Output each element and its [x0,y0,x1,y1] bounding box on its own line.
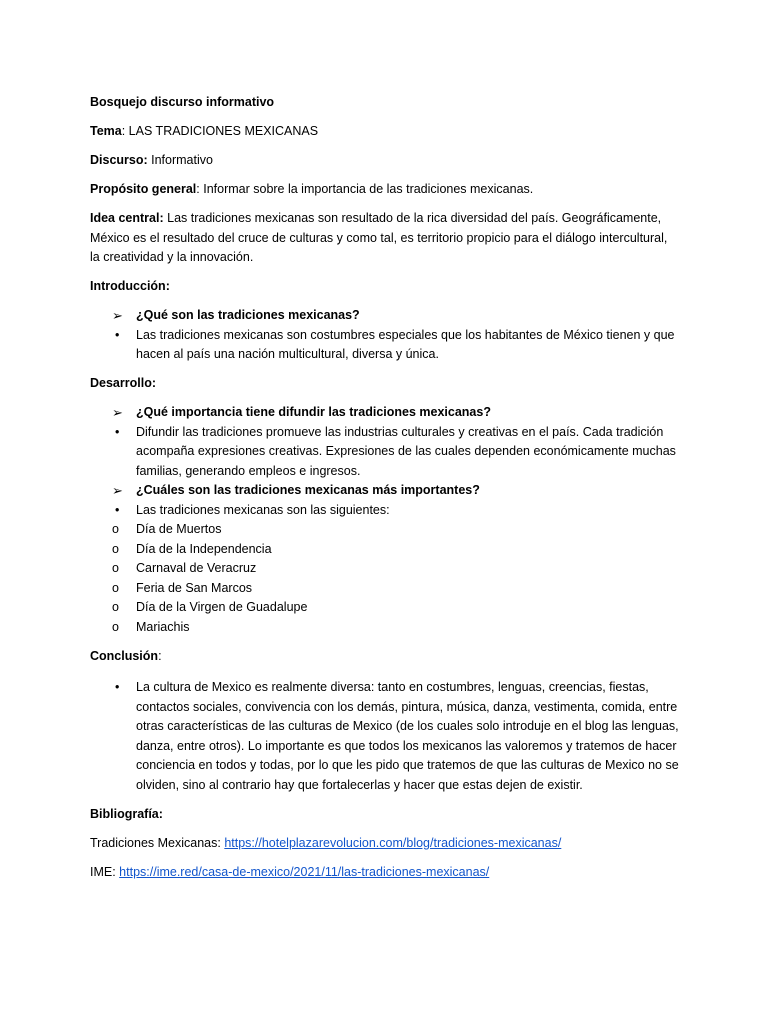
desarrollo-answer-2: Las tradiciones mexicanas son las siguientes: [136,502,390,517]
list-item [90,559,680,579]
tema-line [90,122,680,142]
introduccion-list [90,306,680,365]
circle-bullet-icon: o [112,522,119,536]
list-item [90,678,680,795]
discurso-value: Informativo [147,153,213,167]
list-item [90,501,680,521]
circle-bullet-icon: o [112,600,119,614]
discurso-label: Discurso: [90,153,148,167]
circle-bullet-icon: o [112,619,119,634]
tema-value: : LAS TRADICIONES MEXICANAS [121,124,319,138]
proposito-line [90,180,680,200]
bibliografia-ref-1 [90,834,680,854]
list-item [90,403,680,423]
bibliografia-heading: Bibliografía: [90,806,163,821]
circle-bullet-icon: o [112,561,119,575]
introduccion-answer: Las tradiciones mexicanas son costumbres especiales que los habitantes de México tienen y que hacen al país una nación multicultural, diversa y única. [136,327,675,361]
ref-2-label: IME: [90,864,120,879]
ref-2-link[interactable]: https://ime.red/casa-de-mexico/2021/11/las-tradiciones-mexicanas/ [119,864,490,879]
desarrollo-question-2: ¿Cuáles son las tradiciones mexicanas más importantes? [136,483,480,497]
tradicion-item: Día de la Independencia [136,541,272,556]
arrow-bullet-icon: ➢ [112,483,123,498]
list-item [90,520,680,540]
desarrollo-answer-1: Difundir las tradiciones promueve las industrias culturales y creativas en el país. Cada tradición acompaña expresiones creativas. Expresiones de las cuales dependen económicamente muchas familias, generando empleos e ingresos. [136,424,676,478]
desarrollo-list [90,403,680,520]
arrow-bullet-icon: ➢ [112,405,123,420]
list-item [90,540,680,560]
tema-label: Tema [90,124,122,138]
tradicion-item: Feria de San Marcos [136,580,253,595]
idea-central-label: Idea central: [90,211,164,225]
list-item [90,481,680,501]
discurso-line [90,151,680,171]
conclusion-list [90,678,680,795]
bullet-icon: • [115,680,120,694]
list-item [90,306,680,326]
idea-central-paragraph [90,209,680,268]
list-item [90,579,680,599]
bibliografia-ref-2 [90,863,680,883]
arrow-bullet-icon: ➢ [112,308,123,323]
conclusion-heading: Conclusión: [90,648,162,663]
list-item [90,326,680,365]
document-body [90,93,680,892]
list-item [90,618,680,638]
tradicion-item: Carnaval de Veracruz [136,561,257,575]
ref-1-link[interactable]: https://hotelplazarevolucion.com/blog/tradiciones-mexicanas/ [224,835,562,850]
tradiciones-list [90,520,680,637]
bullet-icon: • [115,424,120,439]
circle-bullet-icon: o [112,580,119,595]
proposito-label: Propósito general [90,182,197,196]
desarrollo-heading: Desarrollo: [90,376,156,390]
document-title: Bosquejo discurso informativo [90,95,275,109]
tradicion-item: Mariachis [136,619,190,634]
bullet-icon: • [115,327,120,342]
desarrollo-question-1: ¿Qué importancia tiene difundir las tradiciones mexicanas? [136,405,491,419]
conclusion-text: La cultura de Mexico es realmente diversa: tanto en costumbres, lenguas, creencias, fiestas, contactos sociales, convivencia con los demás, pintura, música, danza, vestimenta, comida, entre otras características de las culturas de Mexico (de los cuales solo introduje en el blog las lenguas, danza, entre otros). Lo importante es que todos los mexicanos las valoremos y tratemos de hacer conciencia en todos y todas, por lo que les pido que tratemos de que las culturas de Mexico no se olviden, sino al contrario hay que fortalecerlas y hacer que estas dejen de existir. [136,680,679,792]
list-item [90,598,680,618]
circle-bullet-icon: o [112,541,119,556]
ref-1-label: Tradiciones Mexicanas: [90,835,225,850]
introduccion-heading: Introducción: [90,279,170,293]
introduccion-question: ¿Qué son las tradiciones mexicanas? [136,308,360,322]
tradicion-item: Día de Muertos [136,522,222,536]
idea-central-value: Las tradiciones mexicanas son resultado de la rica diversidad del país. Geográficamente, México es el resultado del cruce de culturas y como tal, es territorio propicio para el diálogo intercultural, la creatividad y la innovación. [90,211,668,264]
proposito-value: : Informar sobre la importancia de las tradiciones mexicanas. [196,182,534,196]
bullet-icon: • [115,502,120,517]
list-item [90,423,680,482]
tradicion-item: Día de la Virgen de Guadalupe [136,600,308,614]
